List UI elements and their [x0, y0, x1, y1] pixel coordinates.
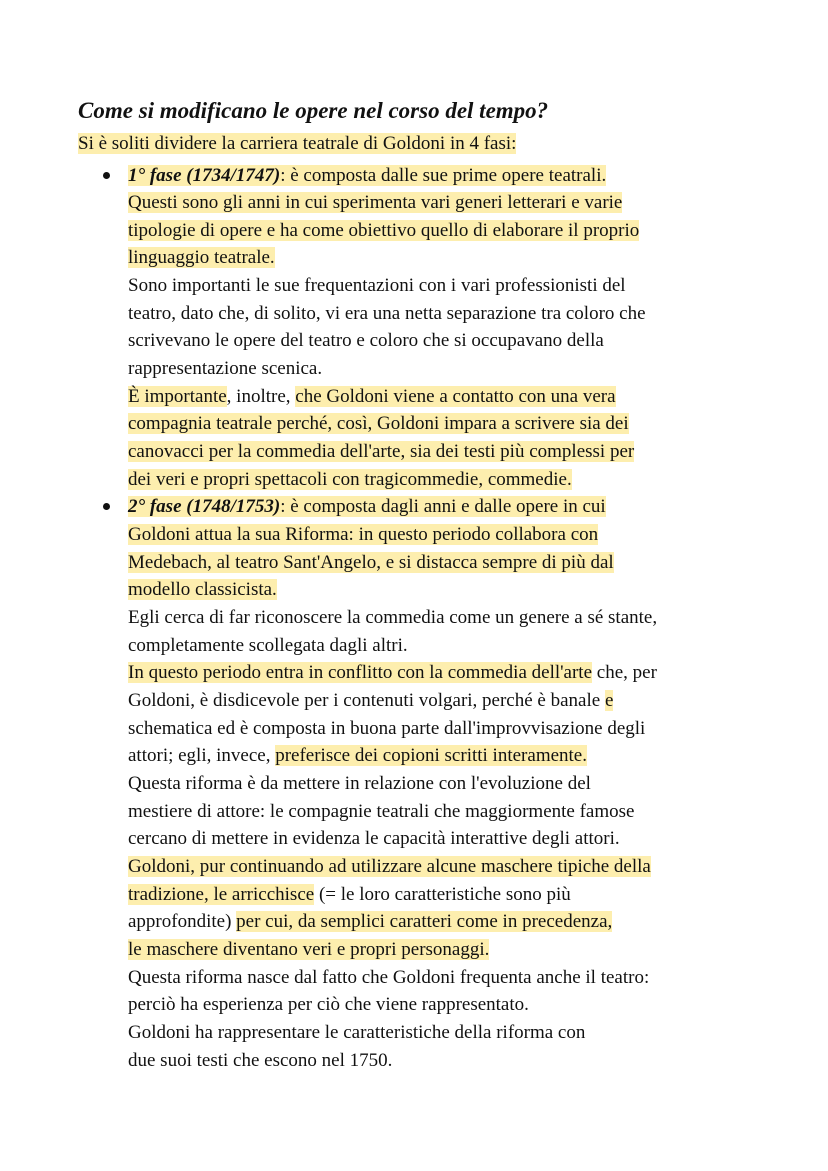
highlight: Si è soliti dividere la carriera teatrale di Goldoni in 4 fasi:	[78, 133, 517, 154]
phase2-line-6: completamente scollegata dagli altri.	[128, 635, 408, 656]
phase2-line-15: tradizione, le arricchisce (= le loro caratteristiche sono più	[128, 884, 571, 905]
phase2-line-7: In questo periodo entra in conflitto con la commedia dell'arte che, per	[128, 662, 657, 683]
phase1-line-6: teatro, dato che, di solito, vi era una netta separazione tra coloro che	[128, 303, 646, 324]
phase1-line-10: compagnia teatrale perché, così, Goldoni impara a scrivere sia dei	[128, 413, 629, 434]
phase1-label: 1° fase (1734/1747)	[128, 165, 281, 186]
phase2-line-11: Questa riforma è da mettere in relazione con l'evoluzione del	[128, 773, 591, 794]
bullet-icon	[103, 503, 110, 510]
phase1-line-1: 1° fase (1734/1747): è composta dalle sue prime opere teatrali.	[128, 165, 607, 186]
phase2-line-16: approfondite) per cui, da semplici caratteri come in precedenza,	[128, 911, 613, 932]
phase2-line-17: le maschere diventano veri e propri personaggi.	[128, 939, 490, 960]
phase2-line-4: modello classicista.	[128, 579, 277, 600]
phase2-line-13: cercano di mettere in evidenza le capacità interattive degli attori.	[128, 828, 620, 849]
phase1-line-4: linguaggio teatrale.	[128, 247, 275, 268]
phase2-label: 2° fase (1748/1753)	[128, 496, 281, 517]
intro-line	[78, 130, 516, 157]
phase2-line-20: Goldoni ha rappresentare le caratteristiche della riforma con	[128, 1022, 586, 1043]
phase1-line-3: tipologie di opere e ha come obiettivo quello di elaborare il proprio	[128, 220, 640, 241]
phase2-line-9: schematica ed è composta in buona parte dall'improvvisazione degli	[128, 718, 646, 739]
phase2-line-14: Goldoni, pur continuando ad utilizzare alcune maschere tipiche della	[128, 856, 651, 877]
phase1-line-9: È importante, inoltre, che Goldoni viene a contatto con una vera	[128, 386, 616, 407]
phase1-line-8: rappresentazione scenica.	[128, 358, 323, 379]
bullet-icon	[103, 172, 110, 179]
phase1-line-5: Sono importanti le sue frequentazioni con i vari professionisti del	[128, 275, 626, 296]
phase1-line-7: scrivevano le opere del teatro e coloro che si occupavano della	[128, 330, 604, 351]
phase2-line-2: Goldoni attua la sua Riforma: in questo periodo collabora con	[128, 524, 599, 545]
phase2-line-5: Egli cerca di far riconoscere la commedia come un genere a sé stante,	[128, 607, 658, 628]
phase2-line-1: 2° fase (1748/1753): è composta dagli anni e dalle opere in cui	[128, 496, 606, 517]
phase1-line-2: Questi sono gli anni in cui sperimenta vari generi letterari e varie	[128, 192, 623, 213]
page-title: Come si modificano le opere nel corso del tempo?	[78, 98, 549, 123]
phase2-line-3: Medebach, al teatro Sant'Angelo, e si distacca sempre di più dal	[128, 552, 614, 573]
phase2-line-12: mestiere di attore: le compagnie teatrali che maggiormente famose	[128, 801, 635, 822]
phase1-line-12: dei veri e propri spettacoli con tragicommedie, commedie.	[128, 469, 572, 490]
phase2-line-19: perciò ha esperienza per ciò che viene rappresentato.	[128, 994, 529, 1015]
phase2-line-8: Goldoni, è disdicevole per i contenuti volgari, perché è banale e	[128, 690, 614, 711]
phase2-line-10: attori; egli, invece, preferisce dei copioni scritti interamente.	[128, 745, 587, 766]
phase1-line-11: canovacci per la commedia dell'arte, sia dei testi più complessi per	[128, 441, 635, 462]
phase2-line-18: Questa riforma nasce dal fatto che Goldoni frequenta anche il teatro:	[128, 967, 650, 988]
phase2-line-21: due suoi testi che escono nel 1750.	[128, 1050, 393, 1071]
